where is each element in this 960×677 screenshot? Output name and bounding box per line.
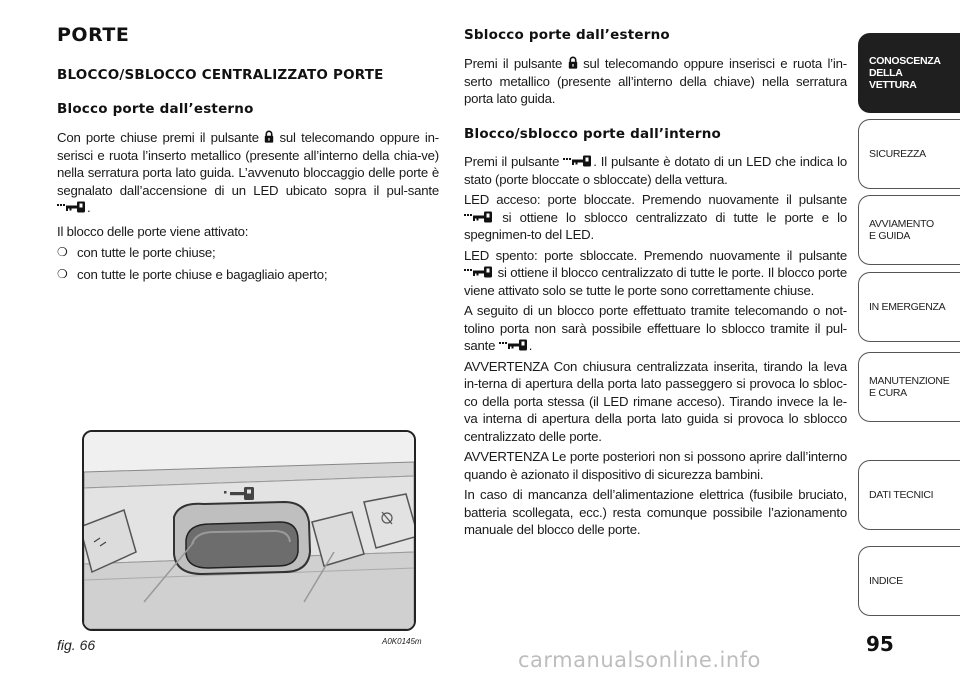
tab-dati-tecnici[interactable]: DATI TECNICI: [858, 460, 960, 530]
door-lock-button-illustration: [84, 432, 414, 629]
figure-label: fig. 66: [57, 637, 96, 653]
key-icon: [563, 155, 593, 167]
tab-manutenzione-e-cura[interactable]: MANUTENZIONE E CURA: [858, 352, 960, 422]
section-title: BLOCCO/SBLOCCO CENTRALIZZATO PORTE: [57, 67, 384, 83]
key-icon: [464, 266, 494, 278]
tab-indice[interactable]: INDICE: [858, 546, 960, 616]
paragraph-avvertenza-2: AVVERTENZA Le porte posteriori non si possono aprire dall’interno quando è azionato il dispositivo di sicurezza bambini.: [464, 449, 847, 482]
tab-avviamento-e-guida[interactable]: AVVIAMENTO E GUIDA: [858, 195, 960, 265]
list-item: ❍ con tutte le porte chiuse e bagagliaio aperto;: [57, 266, 328, 282]
bullet-icon: ❍: [57, 245, 68, 259]
paragraph-sblocco-esterno: Premi il pulsante sul telecomando oppure inserisci e ruota l’in-serto metallico (presente all’interno della chiave) nella serratura porta lato guida.: [464, 56, 847, 106]
subsection-title-blocco-interno: Blocco/sblocco porte dall’interno: [464, 126, 722, 142]
key-icon: [464, 211, 494, 223]
paragraph-led-acceso: LED acceso: porte bloccate. Premendo nuovamente il pulsante si ottiene lo sblocco centralizzato di tutte le porte e lo spegnimen-to del LED.: [464, 192, 848, 242]
figure-door-button: [82, 430, 416, 631]
paragraph-telecomando: A seguito di un blocco porte effettuato tramite telecomando o not-tolino porta non sarà possibile effettuare lo sblocco tramite il pul-sante .: [464, 303, 847, 353]
figure-code: A0K0145m: [382, 637, 422, 646]
paragraph-led-spento: LED spento: porte sbloccate. Premendo nuovamente il pulsante si ottiene il blocco centralizzato di tutte le porte. Il blocco porte viene attivato solo se tutte le porte sono correttamente chiuse.: [464, 247, 847, 298]
list-item: ❍ con tutte le porte chiuse;: [57, 245, 216, 260]
tab-conoscenza-della-vettura[interactable]: CONOSCENZA DELLA VETTURA: [858, 33, 960, 113]
page-number: 95: [866, 632, 894, 656]
paragraph-avvertenza-1: AVVERTENZA Con chiusura centralizzata inserita, tirando la leva in-terna di apertura della porta lato passeggero si provoca lo sbloc-co della porta stessa (il LED rimane acceso). Tirando invece la le-va interna di apertura della porta lato guida si provoca lo sblocco centralizzato delle porte.: [464, 358, 847, 444]
bullet-icon: ❍: [57, 266, 68, 281]
watermark: carmanualsonline.info: [518, 648, 761, 672]
key-icon: [499, 339, 529, 351]
paragraph-alimentazione: In caso di mancanza dell’alimentazione elettrica (fusibile bruciato, batteria scollegata, ecc.) resta comunque possibile l’azionamento manuale del blocco delle porte.: [464, 487, 847, 537]
section-tabs: [858, 0, 960, 677]
paragraph-blocco-attivato: Il blocco delle porte viene attivato:: [57, 223, 249, 239]
key-icon: [57, 201, 87, 213]
tab-in-emergenza[interactable]: IN EMERGENZA: [858, 272, 960, 342]
paragraph-blocco-esterno: Con porte chiuse premi il pulsante sul telecomando oppure in-serisci e ruota l’inserto metallico (presente all’interno della chia-ve) nella serratura porta lato guida. L’avvenuto bloccaggio delle porte è segnalato dall’accensione di un LED ubicato sopra il pul-sante .: [57, 130, 439, 215]
tab-sicurezza[interactable]: SICUREZZA: [858, 119, 960, 189]
lock-icon: [264, 130, 274, 143]
subsection-title-sblocco-esterno: Sblocco porte dall’esterno: [464, 27, 670, 43]
page-title: PORTE: [57, 24, 130, 46]
subsection-title-blocco-esterno: Blocco porte dall’esterno: [57, 101, 254, 117]
paragraph-pulsante: Premi il pulsante . Il pulsante è dotato di un LED che indica lo stato (porte bloccate o sbloccate) della vettura.: [464, 154, 847, 187]
lock-icon: [568, 56, 578, 69]
